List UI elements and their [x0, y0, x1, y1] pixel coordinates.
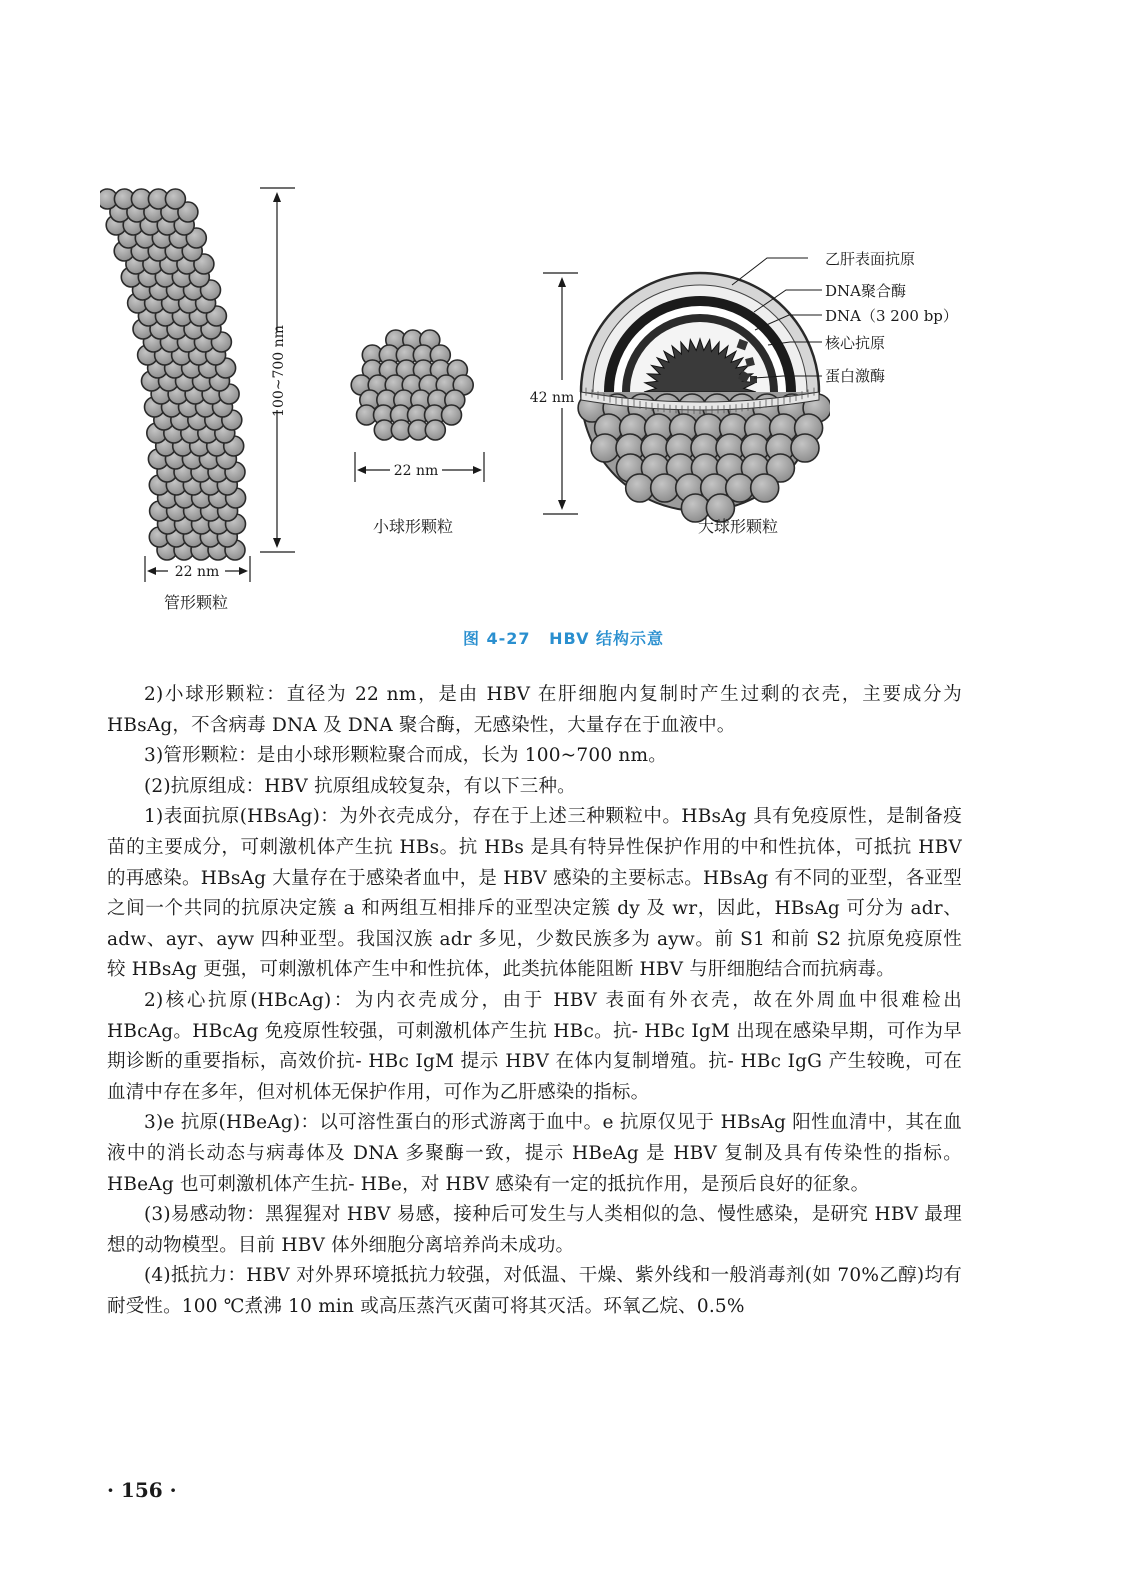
paragraph: 2)小球形颗粒：直径为 22 nm，是由 HBV 在肝细胞内复制时产生过剩的衣壳，主要成分为 HBsAg，不含病毒 DNA 及 DNA 聚合酶，无感染性，大量存在于血液中。: [107, 684, 962, 736]
large-sphere-label: 蛋白激酶: [825, 367, 886, 385]
figure-caption: [0, 626, 1127, 649]
paragraph: (4)抵抗力：HBV 对外界环境抵抗力较强，对低温、干燥、紫外线和一般消毒剂(如 70%乙醇)均有耐受性。100 ℃煮沸 10 min 或高压蒸汽灭菌可将其灭活。环氧乙烷、0.5%: [107, 1265, 962, 1317]
large-sphere-labels: [825, 250, 958, 385]
tubular-particle: [100, 189, 246, 560]
paragraph: 2)核心抗原(HBcAg)：为内衣壳成分，由于 HBV 表面有外衣壳，故在外周血中很难检出 HBcAg。HBcAg 免疫原性较强，可刺激机体产生抗 HBc。抗- HBc IgM 出现在感染早期，可作为早期诊断的重要指标，高效价抗- HBc IgM 提示 HBV 在体内复制增殖。抗- HBc IgG 产生较晚，可在血清中存在多年，但对机体无保护作用，可作为乙肝感染的指标。: [107, 989, 962, 1103]
figure-caption-number: 图 4-27: [462, 629, 531, 648]
large-spherical-particle: [578, 273, 831, 522]
tubular-length-label: 100~700 nm: [271, 325, 287, 417]
page-number: · 156 ·: [107, 1478, 177, 1502]
small-spherical-particle: [351, 330, 473, 440]
paragraph: 3)e 抗原(HBeAg)：以可溶性蛋白的形式游离于血中。e 抗原仅见于 HBsAg 阳性血清中，其在血液中的消长动态与病毒体及 DNA 多聚酶一致，提示 HBeAg 是 HBV 复制及具有传染性的指标。HBeAg 也可刺激机体产生抗- HBe，对 HBV 感染有一定的抵抗作用，是预后良好的征象。: [107, 1112, 962, 1195]
paragraph: 1)表面抗原(HBsAg)：为外衣壳成分，存在于上述三种颗粒中。HBsAg 具有免疫原性，是制备疫苗的主要成分，可刺激机体产生抗 HBs。抗 HBs 是具有特异性保护作用的中和性抗体，可抵抗 HBV 的再感染。HBsAg 大量存在于感染者血中，是 HBV 感染的主要标志。HBsAg 有不同的亚型，各亚型之间一个共同的抗原决定簇 a 和两组互相排斥的亚型决定簇 dy 及 wr，因此，HBsAg 可分为 adr、adw、ayr、ayw 四种亚型。我国汉族 adr 多见，少数民族多为 ayw。前 S1 和前 S2 抗原免疫原性较 HBsAg 更强，可刺激机体产生中和性抗体，此类抗体能阻断 HBV 与肝细胞结合而抗病毒。: [107, 806, 962, 981]
large-sphere-label: 核心抗原: [825, 334, 886, 352]
body-text: [107, 680, 962, 1322]
hbv-structure-diagram: [100, 180, 1000, 620]
paragraph: (3)易感动物：黑猩猩对 HBV 易感，接种后可发生与人类相似的急、慢性感染，是研究 HBV 最理想的动物模型。目前 HBV 体外细胞分离培养尚未成功。: [107, 1204, 962, 1256]
large-particle-name: 大球形颗粒: [697, 517, 779, 536]
large-sphere-label: DNA（3 200 bp）: [825, 307, 958, 325]
large-sphere-height-label: 42 nm: [529, 390, 575, 406]
paragraph: 3)管形颗粒：是由小球形颗粒聚合而成，长为 100~700 nm。: [144, 745, 667, 767]
small-particle-name: 小球形颗粒: [372, 517, 454, 536]
hbv-structure-figure: [100, 180, 1000, 620]
large-sphere-label: 乙肝表面抗原: [825, 250, 916, 268]
tubular-particle-name: 管形颗粒: [163, 593, 229, 612]
tubular-width-label: 22 nm: [174, 564, 220, 580]
small-sphere-width-label: 22 nm: [393, 463, 439, 479]
large-sphere-label: DNA聚合酶: [825, 282, 906, 300]
figure-caption-title: HBV 结构示意: [549, 629, 665, 648]
paragraph: (2)抗原组成：HBV 抗原组成较复杂，有以下三种。: [144, 775, 576, 797]
